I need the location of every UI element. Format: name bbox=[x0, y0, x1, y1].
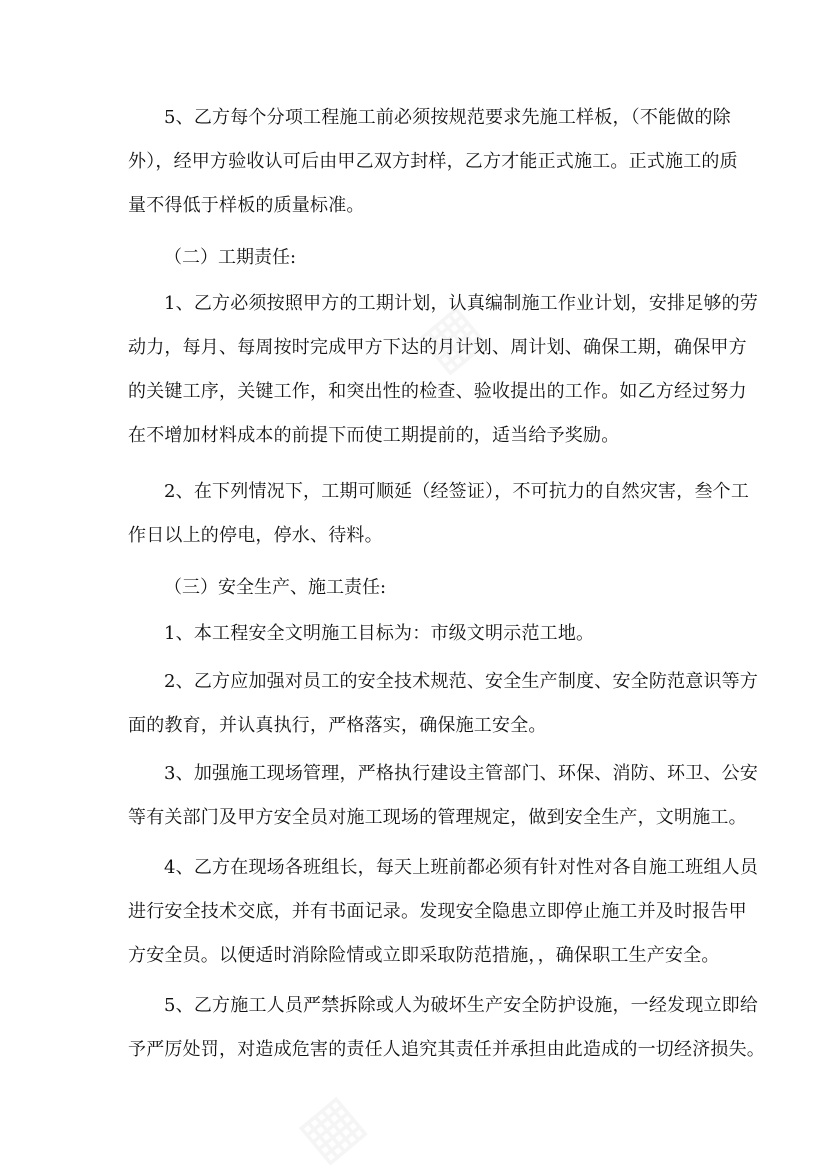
paragraph-line: 外），经甲方验收认可后由甲乙双方封样，乙方才能正式施工。正式施工的质 bbox=[128, 151, 738, 172]
paragraph-6 bbox=[128, 752, 759, 840]
paragraph-line: 作日以上的停电，停水、待料。 bbox=[128, 525, 383, 546]
paragraph-line: 动力，每月、每周按时完成甲方下达的月计划、周计划、确保工期，确保甲方 bbox=[128, 337, 747, 358]
paragraph-1 bbox=[128, 96, 738, 228]
paragraph-line: 量不得低于样板的质量标准。 bbox=[128, 195, 365, 216]
paragraph-2 bbox=[128, 282, 759, 458]
paragraph-line: 4、乙方在现场各班组长，每天上班前都必须有针对性对各自施工班组人员 bbox=[164, 857, 759, 878]
paragraph-line: 3、加强施工现场管理，严格执行建设主管部门、环保、消防、环卫、公安 bbox=[164, 763, 759, 784]
watermark-mark: ▦ bbox=[282, 1079, 378, 1176]
paragraph-line: 方安全员。以便适时消除险情或立即采取防范措施，，确保职工生产安全。 bbox=[128, 945, 720, 966]
paragraph-line: 5、乙方施工人员严禁拆除或人为破坏生产安全防护设施，一经发现立即给 bbox=[164, 995, 759, 1016]
paragraph-line: 面的教育，并认真执行，严格落实，确保施工安全。 bbox=[128, 715, 547, 736]
paragraph-line: 在不增加材料成本的前提下而使工期提前的，适当给予奖励。 bbox=[128, 425, 620, 446]
paragraph-line: 1、乙方必须按照甲方的工期计划，认真编制施工作业计划，安排足够的劳 bbox=[164, 293, 759, 314]
paragraph-line: 进行安全技术交底，并有书面记录。发现安全隐患立即停止施工并及时报告甲 bbox=[128, 901, 747, 922]
paragraph-3 bbox=[128, 470, 750, 558]
paragraph-4 bbox=[128, 612, 714, 656]
section-heading-schedule: （二）工期责任: bbox=[164, 247, 297, 268]
paragraph-line: 2、在下列情况下，工期可顺延（经签证），不可抗力的自然灾害，叁个工 bbox=[164, 481, 750, 502]
paragraph-7 bbox=[128, 846, 759, 978]
paragraph-line: 1、本工程安全文明施工目标为：市级文明示范工地。 bbox=[164, 623, 595, 644]
paragraph-line: 予严厉处罚，对造成危害的责任人追究其责任并承担由此造成的一切经济损失。 bbox=[128, 1039, 765, 1060]
paragraph-8 bbox=[128, 984, 765, 1072]
paragraph-line: 5、乙方每个分项工程施工前必须按规范要求先施工样板，（不能做的除 bbox=[164, 107, 731, 128]
paragraph-5 bbox=[128, 660, 759, 748]
section-heading-safety: （三）安全生产、施工责任: bbox=[164, 577, 387, 598]
paragraph-line: 的关键工序，关键工作，和突出性的检查、验收提出的工作。如乙方经过努力 bbox=[128, 381, 747, 402]
watermark-mark: ▦ bbox=[402, 289, 498, 386]
paragraph-line: 2、乙方应加强对员工的安全技术规范、安全生产制度、安全防范意识等方 bbox=[164, 671, 759, 692]
paragraph-line: 等有关部门及甲方安全员对施工现场的管理规定，做到安全生产，文明施工。 bbox=[128, 807, 747, 828]
